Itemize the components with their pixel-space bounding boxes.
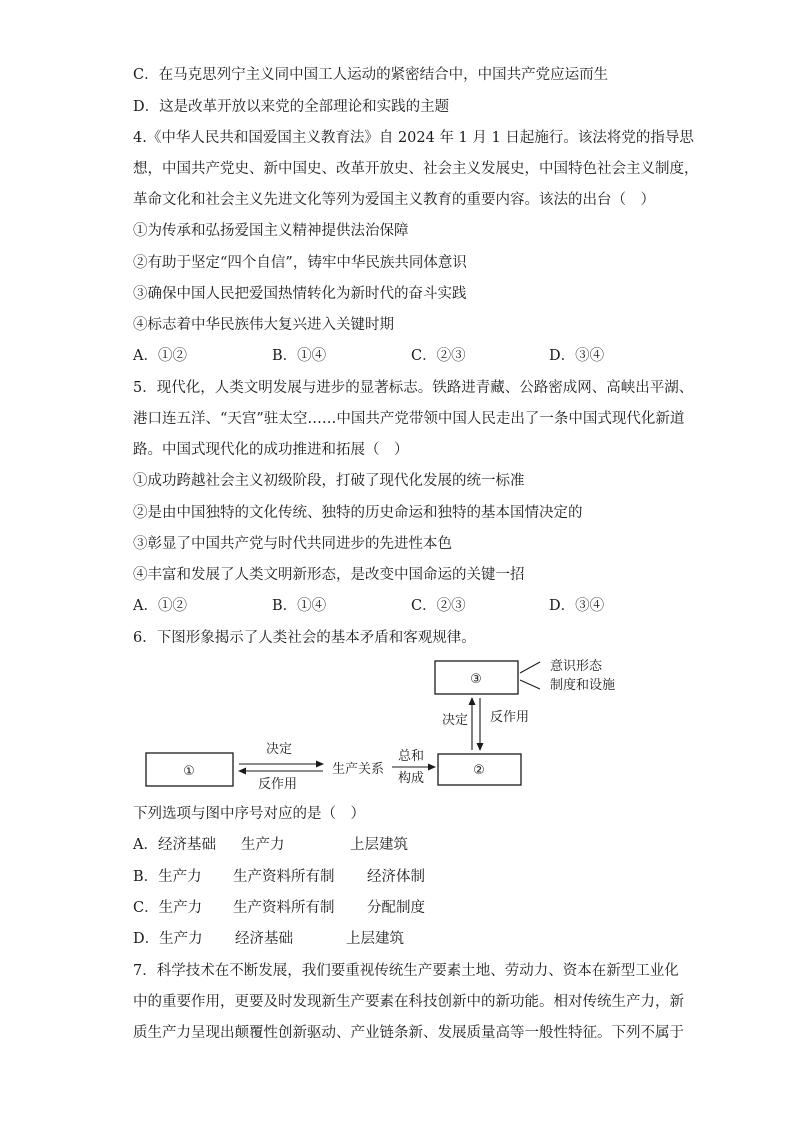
q5-option-a[interactable]: A．①② (133, 598, 187, 614)
q5-stem-line-2: 港口连五洋、“天宫”驻太空……中国共产党带领中国人民走出了一条中国式现代化新道 (133, 411, 685, 427)
q6-option-d-col-1: D．生产力 (133, 931, 203, 947)
diagram-decide-left: 决定 (266, 742, 293, 757)
q4-option-a[interactable]: A．①② (133, 348, 187, 364)
q4-item-1: ①为传承和弘扬爱国主义精神提供法治保障 (133, 223, 409, 239)
diagram-box-2-label: ② (473, 763, 485, 778)
q4-stem-line-2: 想，中国共产党史、新中国史、改革开放史、社会主义发展史，中国特色社会主义制度， (133, 161, 699, 177)
q6-option-c-col-1: C．生产力 (133, 900, 203, 916)
q6-question: 下列选项与图中序号对应的是（ ） (133, 806, 365, 822)
diagram-form: 构成 (398, 771, 425, 786)
q6-option-a-col-3: 上层建筑 (350, 837, 408, 853)
q4-stem-line-3: 革命文化和社会主义先进文化等列为爱国主义教育的重要内容。该法的出台（ ） (133, 192, 655, 208)
diagram-institutions: 制度和设施 (550, 678, 616, 693)
q4-item-2: ②有助于坚定“四个自信”，铸牢中华民族共同体意识 (133, 255, 467, 271)
q4-option-d[interactable]: D．③④ (549, 348, 605, 364)
q3-option-c: C．在马克思列宁主义同中国工人运动的紧密结合中，中国共产党应运而生 (133, 67, 609, 83)
q7-stem-line-1: 7．科学技术在不断发展，我们要重视传统生产要素土地、劳动力、资本在新型工业化 (133, 963, 679, 979)
diagram-ideology: 意识形态 (550, 659, 603, 674)
diagram-decide-up: 决定 (442, 713, 469, 728)
q6-option-d-col-2: 经济基础 (235, 931, 293, 947)
diagram-react-up: 反作用 (490, 710, 530, 725)
q4-item-4: ④标志着中华民族伟大复兴进入关键时期 (133, 317, 394, 333)
q5-option-c[interactable]: C．②③ (411, 598, 466, 614)
q5-item-4: ④丰富和发展了人类文明新形态，是改变中国命运的关键一招 (133, 567, 525, 583)
q5-item-2: ②是由中国独特的文化传统、独特的历史命运和独特的基本国情决定的 (133, 505, 583, 521)
q6-option-d-col-3: 上层建筑 (346, 931, 404, 947)
q6-option-c-col-3: 分配制度 (367, 900, 425, 916)
q6-option-a-col-1: A．经济基础 (133, 837, 216, 853)
q5-item-3: ③彰显了中国共产党与时代共同进步的先进性本色 (133, 536, 452, 552)
q6-diagram (140, 656, 640, 792)
diagram-sum: 总和 (398, 749, 425, 764)
q6-option-a-col-2: 生产力 (241, 837, 285, 853)
q5-stem-line-3: 路。中国式现代化的成功推进和拓展（ ） (133, 442, 409, 458)
q6-option-c-col-2: 生产资料所有制 (233, 900, 335, 916)
q5-item-1: ①成功跨越社会主义初级阶段，打破了现代化发展的统一标准 (133, 473, 525, 489)
q4-option-c[interactable]: C．②③ (411, 348, 466, 364)
q6-option-b-col-2: 生产资料所有制 (233, 869, 335, 885)
q7-stem-line-2: 中的重要作用，更要及时发现新生产要素在科技创新中的新功能。相对传统生产力，新 (133, 994, 684, 1010)
q3-option-d: D．这是改革开放以来党的全部理论和实践的主题 (133, 99, 450, 115)
diagram-react-left: 反作用 (258, 777, 298, 792)
q4-stem-line-1: 4.《中华人民共和国爱国主义教育法》自 2024 年 1 月 1 日起施行。该法将党的指导思 (133, 130, 694, 146)
q7-stem-line-3: 质生产力呈现出颠覆性创新驱动、产业链条新、发展质量高等一般性特征。下列不属于 (133, 1025, 684, 1041)
diagram-box-1-label: ① (183, 764, 195, 779)
q6-option-b-col-1: B．生产力 (133, 869, 202, 885)
diagram-box-3-label: ③ (470, 672, 482, 687)
q6-option-b-col-3: 经济体制 (367, 869, 425, 885)
diagram-link-institutions (520, 680, 540, 689)
q4-option-b[interactable]: B．①④ (272, 348, 327, 364)
diagram-link-ideology (520, 662, 540, 673)
diagram-relations: 生产关系 (332, 762, 385, 777)
q5-option-d[interactable]: D．③④ (549, 598, 605, 614)
q6-stem: 6．下图形象揭示了人类社会的基本矛盾和客观规律。 (133, 630, 476, 646)
q5-stem-line-1: 5．现代化，人类文明发展与进步的显著标志。铁路进青藏、公路密成网、高峡出平湖、 (133, 380, 694, 396)
q5-option-b[interactable]: B．①④ (272, 598, 327, 614)
q4-item-3: ③确保中国人民把爱国热情转化为新时代的奋斗实践 (133, 286, 467, 302)
